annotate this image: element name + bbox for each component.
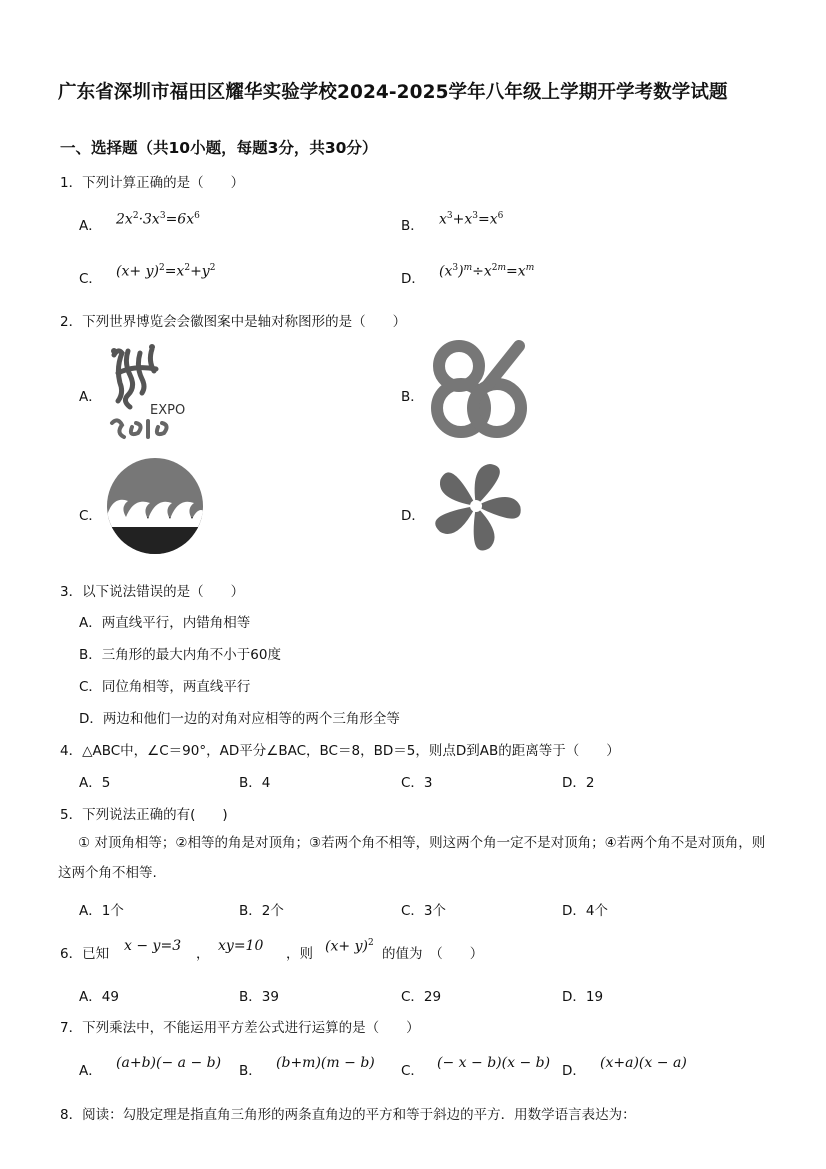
q1-option-a-math: $2x^2\cdot 3x^3=6x^6$ bbox=[116, 211, 200, 228]
q4-option-d: D．2 bbox=[562, 775, 595, 791]
q1-option-a-label: A． bbox=[79, 218, 102, 234]
section-heading: 一、选择题（共10小题，每题3分，共30分） bbox=[60, 139, 378, 157]
q1-option-d-math: $(x^3)^m\div x^{2m}=x^m$ bbox=[439, 263, 535, 280]
q3-option-c: C．同位角相等，两直线平行 bbox=[79, 679, 251, 695]
q4-option-a: A．5 bbox=[79, 775, 111, 791]
waves-circle-logo bbox=[106, 457, 204, 555]
q2-option-d-label: D． bbox=[401, 508, 425, 524]
q3-option-d: D．两边和他们一边的对角对应相等的两个三角形全等 bbox=[79, 711, 400, 727]
q7-option-c-math: (− x − b)(x − b) bbox=[437, 1055, 551, 1071]
q1-option-c-math: $(x+ y)^2=x^2+y^2$ bbox=[116, 263, 216, 280]
q3-option-a: A．两直线平行，内错角相等 bbox=[79, 615, 251, 631]
q4-option-c: C．3 bbox=[401, 775, 433, 791]
q6-math-3: $(x+ y)^2$ bbox=[325, 938, 374, 955]
expo-86-logo bbox=[425, 338, 529, 440]
q7-option-d-math: (x+a)(x − a) bbox=[600, 1055, 687, 1071]
q7-option-d-label: D． bbox=[562, 1063, 586, 1079]
q2-option-c-label: C． bbox=[79, 508, 102, 524]
q5-option-d: D．4个 bbox=[562, 903, 608, 919]
q4-option-b: B．4 bbox=[239, 775, 271, 791]
question-3-stem: 3．以下说法错误的是（ ） bbox=[60, 584, 245, 600]
q2-option-b-label: B． bbox=[401, 389, 424, 405]
q6-separator: ， bbox=[196, 946, 210, 962]
q1-option-b-math: $x^3+x^3=x^6$ bbox=[439, 211, 504, 228]
question-8-stem: 8．阅读：勾股定理是指直角三角形的两条直角边的平方和等于斜边的平方．用数学语言表达为： bbox=[60, 1107, 636, 1123]
q6-option-b: B．39 bbox=[239, 989, 279, 1005]
q7-option-a-math: (a+b)(− a − b) bbox=[116, 1055, 222, 1071]
question-6-stem-mid: ，则 bbox=[286, 946, 313, 962]
q5-option-b: B．2个 bbox=[239, 903, 284, 919]
page-title: 广东省深圳市福田区耀华实验学校2024-2025学年八年级上学期开学考数学试题 bbox=[58, 82, 728, 103]
q6-option-c: C．29 bbox=[401, 989, 442, 1005]
q3-option-b: B．三角形的最大内角不小于60度 bbox=[79, 647, 281, 663]
question-6-stem-post: 的值为 （ ） bbox=[382, 946, 484, 962]
q7-option-b-label: B． bbox=[239, 1063, 262, 1079]
expo-text: EXPO bbox=[150, 403, 186, 418]
question-7-stem: 7．下列乘法中，不能运用平方差公式进行运算的是（ ） bbox=[60, 1020, 420, 1036]
flower-logo bbox=[428, 459, 524, 553]
q7-option-b-math: (b+m)(m − b) bbox=[276, 1055, 375, 1071]
question-4-stem: 4．△ABC中，∠C＝90°，AD平分∠BAC，BC＝8，BD＝5，则点D到AB的距离等于（ ） bbox=[60, 743, 620, 759]
q5-option-a: A．1个 bbox=[79, 903, 124, 919]
question-1-stem: 1．下列计算正确的是（ ） bbox=[60, 175, 245, 191]
question-6-stem-pre: 6．已知 bbox=[60, 946, 110, 962]
q6-option-d: D．19 bbox=[562, 989, 604, 1005]
q1-option-c-label: C． bbox=[79, 271, 102, 287]
expo-2010-logo bbox=[104, 343, 204, 443]
q7-option-a-label: A． bbox=[79, 1063, 102, 1079]
question-5-body: ① 对顶角相等；②相等的角是对顶角；③若两个角不相等，则这两个角一定不是对顶角；④若两个角不是对顶角，则这两个角不相等. bbox=[58, 835, 766, 881]
q6-math-1: x − y=3 bbox=[124, 938, 182, 954]
question-2-stem: 2．下列世界博览会会徽图案中是轴对称图形的是（ ） bbox=[60, 314, 407, 330]
q1-option-d-label: D． bbox=[401, 271, 425, 287]
question-5-stem: 5．下列说法正确的有( ) bbox=[60, 807, 228, 823]
q6-option-a: A．49 bbox=[79, 989, 119, 1005]
q6-math-2: xy=10 bbox=[218, 938, 264, 954]
q2-option-a-label: A． bbox=[79, 389, 102, 405]
q5-option-c: C．3个 bbox=[401, 903, 447, 919]
q1-option-b-label: B． bbox=[401, 218, 424, 234]
q7-option-c-label: C． bbox=[401, 1063, 424, 1079]
